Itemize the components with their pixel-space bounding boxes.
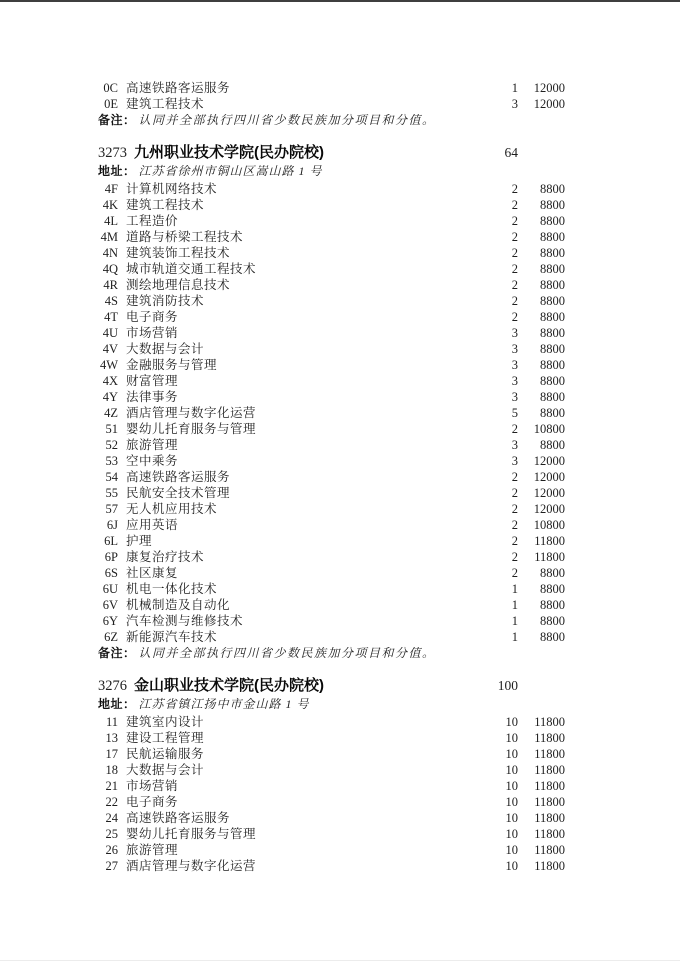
major-code: 13 (105, 731, 118, 745)
enrollment-count: 3 (511, 438, 518, 452)
enrollment-count: 10 (505, 731, 518, 745)
tuition-fee: 12000 (533, 97, 565, 111)
enrollment-count: 2 (511, 470, 518, 484)
enrollment-count: 10 (505, 827, 518, 841)
enrollment-count: 10 (505, 843, 518, 857)
major-name: 应用英语 (126, 518, 179, 532)
note-text: 认同并全部执行四川省少数民族加分项目和分值。 (138, 646, 436, 660)
major-name: 金融服务与管理 (126, 358, 218, 372)
major-row (0, 762, 680, 778)
major-row (0, 858, 680, 874)
enrollment-count: 1 (511, 81, 518, 95)
major-code: 17 (105, 747, 118, 761)
major-row (0, 293, 680, 309)
page-top-edge (0, 0, 680, 2)
major-name: 建筑装饰工程技术 (126, 246, 231, 260)
tuition-fee: 11800 (534, 731, 565, 745)
enrollment-count: 10 (505, 779, 518, 793)
major-row (0, 485, 680, 501)
major-name: 酒店管理与数字化运营 (126, 859, 257, 873)
major-name: 护理 (126, 534, 153, 548)
major-row (0, 714, 680, 730)
tuition-fee: 8800 (540, 246, 565, 260)
enrollment-count: 2 (511, 566, 518, 580)
enrollment-count: 3 (511, 97, 518, 111)
enrollment-count: 3 (511, 454, 518, 468)
major-code: 54 (105, 470, 118, 484)
enrollment-count: 3 (511, 374, 518, 388)
address-line (98, 696, 680, 713)
major-code: 0C (103, 81, 118, 95)
major-row (0, 565, 680, 581)
tuition-fee: 12000 (533, 454, 565, 468)
major-code: 51 (105, 422, 118, 436)
tuition-fee: 8800 (540, 182, 565, 196)
major-name: 测绘地理信息技术 (126, 278, 231, 292)
tuition-fee: 8800 (540, 438, 565, 452)
major-name: 新能源汽车技术 (126, 630, 218, 644)
enrollment-count: 1 (511, 614, 518, 628)
note-label: 备注： (98, 646, 136, 660)
major-code: 25 (105, 827, 118, 841)
major-name: 旅游管理 (126, 438, 179, 452)
note-line (98, 645, 680, 661)
major-code: 4U (102, 326, 118, 340)
institution-code: 3276 (98, 678, 127, 694)
major-row (0, 373, 680, 389)
carryover-major-rows (0, 80, 680, 112)
tuition-fee: 11800 (534, 859, 565, 873)
enrollment-count: 1 (511, 582, 518, 596)
major-rows (0, 181, 680, 645)
major-code: 27 (105, 859, 118, 873)
tuition-fee: 10800 (533, 518, 565, 532)
tuition-fee: 8800 (540, 374, 565, 388)
tuition-fee: 8800 (540, 198, 565, 212)
enrollment-count: 2 (511, 310, 518, 324)
major-name: 建筑工程技术 (126, 97, 205, 111)
major-code: 6U (102, 582, 118, 596)
enrollment-count: 2 (511, 214, 518, 228)
institution-header (0, 143, 680, 163)
major-code: 18 (105, 763, 118, 777)
major-row (0, 325, 680, 341)
major-name: 计算机网络技术 (126, 182, 218, 196)
major-name: 道路与桥梁工程技术 (126, 230, 244, 244)
major-row (0, 261, 680, 277)
major-row (0, 794, 680, 810)
major-name: 空中乘务 (126, 454, 179, 468)
enrollment-count: 2 (511, 278, 518, 292)
major-name: 无人机应用技术 (126, 502, 218, 516)
major-name: 社区康复 (126, 566, 179, 580)
tuition-fee: 11800 (534, 763, 565, 777)
major-row (0, 80, 680, 96)
institution-total-count: 64 (504, 145, 518, 160)
enrollment-count: 3 (511, 358, 518, 372)
tuition-fee: 10800 (533, 422, 565, 436)
major-row (0, 197, 680, 213)
major-code: 4Z (104, 406, 118, 420)
tuition-fee: 11800 (534, 843, 565, 857)
tuition-fee: 12000 (533, 81, 565, 95)
major-code: 0E (104, 97, 118, 111)
tuition-fee: 8800 (540, 630, 565, 644)
major-code: 6Y (102, 614, 118, 628)
note-text: 认同并全部执行四川省少数民族加分项目和分值。 (138, 113, 436, 127)
major-row (0, 405, 680, 421)
major-row (0, 469, 680, 485)
enrollment-count: 2 (511, 422, 518, 436)
tuition-fee: 11800 (534, 795, 565, 809)
tuition-fee: 8800 (540, 262, 565, 276)
institution-code: 3273 (98, 145, 127, 161)
major-code: 4V (102, 342, 118, 356)
address-line (98, 163, 680, 180)
major-row (0, 96, 680, 112)
tuition-fee: 8800 (540, 566, 565, 580)
major-name: 民航运输服务 (126, 747, 205, 761)
major-code: 4W (99, 358, 118, 372)
major-code: 24 (105, 811, 118, 825)
major-row (0, 533, 680, 549)
major-name: 市场营销 (126, 779, 179, 793)
enrollment-count: 10 (505, 795, 518, 809)
enrollment-count: 2 (511, 502, 518, 516)
tuition-fee: 8800 (540, 310, 565, 324)
major-code: 57 (105, 502, 118, 516)
major-row (0, 549, 680, 565)
major-name: 高速铁路客运服务 (126, 470, 231, 484)
address-label: 地址： (98, 697, 136, 711)
major-row (0, 277, 680, 293)
enrollment-count: 10 (505, 715, 518, 729)
tuition-fee: 8800 (540, 614, 565, 628)
major-row (0, 357, 680, 373)
major-rows (0, 714, 680, 874)
major-name: 康复治疗技术 (126, 550, 205, 564)
enrollment-count: 3 (511, 326, 518, 340)
enrollment-count: 3 (511, 342, 518, 356)
tuition-fee: 8800 (540, 214, 565, 228)
major-row (0, 730, 680, 746)
major-code: 4K (102, 198, 118, 212)
major-name: 机械制造及自动化 (126, 598, 231, 612)
major-name: 财富管理 (126, 374, 179, 388)
institution-total-count: 100 (497, 678, 518, 693)
major-row (0, 517, 680, 533)
tuition-fee: 8800 (540, 598, 565, 612)
institution-header (0, 676, 680, 696)
major-code: 6J (106, 518, 118, 532)
enrollment-count: 2 (511, 294, 518, 308)
major-row (0, 501, 680, 517)
major-name: 电子商务 (126, 795, 179, 809)
major-row (0, 213, 680, 229)
major-code: 4R (103, 278, 118, 292)
tuition-fee: 11800 (534, 550, 565, 564)
major-row (0, 453, 680, 469)
address-label: 地址： (98, 164, 136, 178)
tuition-fee: 12000 (533, 486, 565, 500)
major-name: 市场营销 (126, 326, 179, 340)
tuition-fee: 8800 (540, 230, 565, 244)
major-name: 城市轨道交通工程技术 (126, 262, 257, 276)
major-code: 4L (104, 214, 118, 228)
major-code: 6S (104, 566, 118, 580)
tuition-fee: 8800 (540, 390, 565, 404)
tuition-fee: 8800 (540, 294, 565, 308)
major-name: 工程造价 (126, 214, 179, 228)
tuition-fee: 12000 (533, 502, 565, 516)
major-name: 电子商务 (126, 310, 179, 324)
tuition-fee: 8800 (540, 358, 565, 372)
major-name: 婴幼儿托育服务与管理 (126, 827, 257, 841)
note-line (98, 112, 680, 128)
major-code: 4N (102, 246, 118, 260)
tuition-fee: 11800 (534, 747, 565, 761)
address-text: 江苏省镇江扬中市金山路 1 号 (138, 697, 310, 711)
major-name: 建筑室内设计 (126, 715, 205, 729)
tuition-fee: 11800 (534, 779, 565, 793)
major-row (0, 810, 680, 826)
enrollment-count: 10 (505, 811, 518, 825)
major-code: 52 (105, 438, 118, 452)
enrollment-count: 10 (505, 859, 518, 873)
major-code: 6P (104, 550, 118, 564)
enrollment-count: 2 (511, 262, 518, 276)
enrollment-count: 2 (511, 550, 518, 564)
enrollment-count: 5 (511, 406, 518, 420)
major-name: 机电一体化技术 (126, 582, 218, 596)
major-code: 26 (105, 843, 118, 857)
enrollment-count: 2 (511, 518, 518, 532)
enrollment-count: 2 (511, 198, 518, 212)
tuition-fee: 11800 (534, 534, 565, 548)
major-code: 4M (100, 230, 118, 244)
major-code: 6Z (104, 630, 118, 644)
enrollment-count: 2 (511, 246, 518, 260)
major-row (0, 437, 680, 453)
major-code: 4X (102, 374, 118, 388)
major-code: 6V (102, 598, 118, 612)
major-row (0, 229, 680, 245)
major-name: 旅游管理 (126, 843, 179, 857)
major-code: 4S (104, 294, 118, 308)
enrollment-count: 1 (511, 598, 518, 612)
major-row (0, 746, 680, 762)
major-name: 酒店管理与数字化运营 (126, 406, 257, 420)
major-name: 建筑消防技术 (126, 294, 205, 308)
major-row (0, 629, 680, 645)
tuition-fee: 8800 (540, 342, 565, 356)
institution-name: 九州职业技术学院(民办院校) (134, 144, 324, 161)
major-name: 民航安全技术管理 (126, 486, 231, 500)
enrollment-count: 1 (511, 630, 518, 644)
major-row (0, 613, 680, 629)
tuition-fee: 11800 (534, 827, 565, 841)
major-code: 22 (105, 795, 118, 809)
major-code: 21 (105, 779, 118, 793)
tuition-fee: 12000 (533, 470, 565, 484)
enrollment-count: 3 (511, 390, 518, 404)
major-row (0, 421, 680, 437)
institution-name: 金山职业技术学院(民办院校) (134, 677, 324, 694)
major-row (0, 826, 680, 842)
major-code: 4F (104, 182, 118, 196)
major-row (0, 581, 680, 597)
major-name: 高速铁路客运服务 (126, 81, 231, 95)
major-name: 法律事务 (126, 390, 179, 404)
enrollment-count: 10 (505, 763, 518, 777)
enrollment-count: 10 (505, 747, 518, 761)
major-row (0, 341, 680, 357)
tuition-fee: 11800 (534, 811, 565, 825)
address-text: 江苏省徐州市铜山区嵩山路 1 号 (138, 164, 323, 178)
major-name: 高速铁路客运服务 (126, 811, 231, 825)
tuition-fee: 11800 (534, 715, 565, 729)
tuition-fee: 8800 (540, 326, 565, 340)
tuition-fee: 8800 (540, 278, 565, 292)
enrollment-count: 2 (511, 230, 518, 244)
enrollment-count: 2 (511, 182, 518, 196)
major-code: 4T (104, 310, 118, 324)
major-name: 汽车检测与维修技术 (126, 614, 244, 628)
major-code: 4Q (102, 262, 118, 276)
major-row (0, 778, 680, 794)
major-code: 4Y (102, 390, 118, 404)
major-row (0, 389, 680, 405)
major-row (0, 245, 680, 261)
major-code: 55 (105, 486, 118, 500)
major-name: 大数据与会计 (126, 342, 205, 356)
institution-block (0, 676, 680, 874)
major-code: 6L (104, 534, 118, 548)
major-name: 建设工程管理 (126, 731, 205, 745)
major-code: 53 (105, 454, 118, 468)
tuition-fee: 8800 (540, 406, 565, 420)
major-name: 建筑工程技术 (126, 198, 205, 212)
major-name: 婴幼儿托育服务与管理 (126, 422, 257, 436)
institution-block (0, 143, 680, 661)
tuition-fee: 8800 (540, 582, 565, 596)
major-name: 大数据与会计 (126, 763, 205, 777)
major-row (0, 309, 680, 325)
major-code: 11 (105, 715, 118, 729)
enrollment-count: 2 (511, 486, 518, 500)
major-row (0, 181, 680, 197)
note-label: 备注： (98, 113, 136, 127)
enrollment-count: 2 (511, 534, 518, 548)
major-row (0, 842, 680, 858)
major-row (0, 597, 680, 613)
